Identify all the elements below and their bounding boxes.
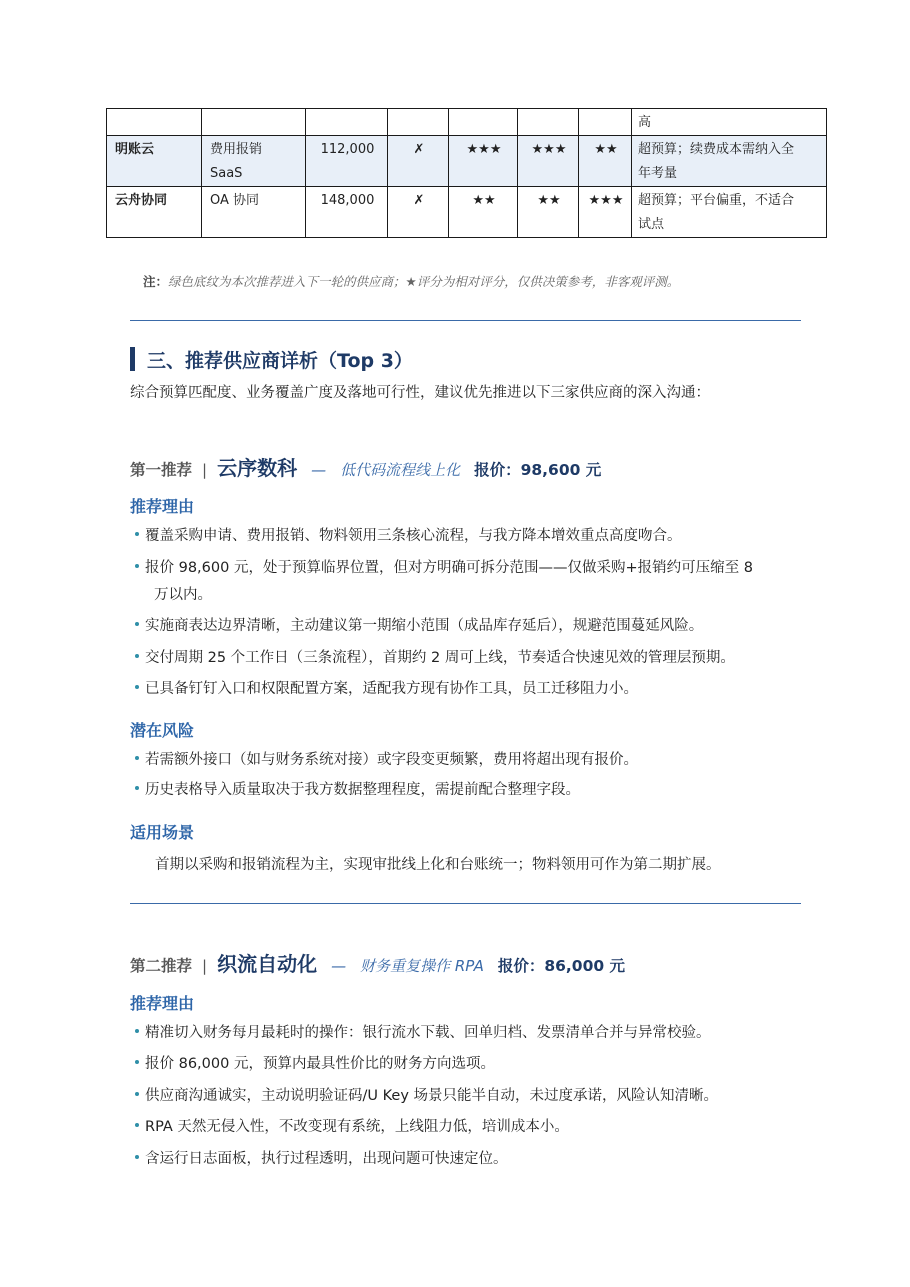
rating-cell: ★★ (518, 187, 579, 238)
dash-separator: — (331, 957, 347, 975)
rating-cell: ★★★ (449, 136, 518, 187)
rating-cell (449, 109, 518, 136)
list-item: 报价 86,000 元，预算内最具性价比的财务方向选项。 (135, 1051, 807, 1078)
scenario-heading: 适用场景 (130, 823, 195, 842)
bullet-icon (135, 622, 139, 626)
separator: | (202, 957, 208, 975)
table-row (107, 136, 827, 187)
price-cell: 148,000 (306, 187, 388, 238)
note-line: 超预算；平台偏重，不适合 (638, 193, 795, 208)
section-title: 三、推荐供应商详析（Top 3） (147, 349, 413, 372)
vendor-cell: 明账云 (107, 136, 202, 187)
reasons-heading: 推荐理由 (130, 497, 195, 516)
list-item: 精准切入财务每月最耗时的操作：银行流水下载、回单归档、发票清单合并与异常校验。 (135, 1020, 807, 1047)
list-item: 报价 98,600 元，处于预算临界位置，但对方明确可拆分范围——仅做采购+报销约可压缩至 8 万以内。 (135, 555, 807, 609)
category-line: OA 协同 (210, 193, 260, 208)
list-item: 供应商沟通诚实，主动说明验证码/U Key 场景只能半自动，未过度承诺，风险认知清晰。 (135, 1083, 807, 1110)
vendor-cell (107, 109, 202, 136)
list-item: RPA 天然无侵入性，不改变现有系统，上线阻力低，培训成本小。 (135, 1114, 807, 1141)
list-item: 交付周期 25 个工作日（三条流程），首期约 2 周可上线，节奏适合快速见效的管理层预期。 (135, 645, 807, 672)
list-item: 已具备钉钉入口和权限配置方案，适配我方现有协作工具，员工迁移阻力小。 (135, 676, 807, 703)
list-item: 历史表格导入质量取决于我方数据整理程度，需提前配合整理字段。 (135, 777, 807, 804)
note-cell (632, 109, 827, 136)
risks-heading: 潜在风险 (130, 721, 195, 740)
note-line: 试点 (638, 217, 665, 232)
note-line: 超预算；续费成本需纳入全 (638, 142, 795, 157)
recommendation-1-header (130, 452, 601, 481)
bullet-icon (135, 1029, 139, 1033)
table-row (107, 187, 827, 238)
separator: | (202, 461, 208, 479)
category-line: SaaS (210, 166, 243, 181)
list-item: 若需额外接口（如与财务系统对接）或字段变更频繁，费用将超出现有报价。 (135, 747, 807, 774)
bullet-icon (135, 1060, 139, 1064)
bullet-icon (135, 532, 139, 536)
bullet-icon (135, 786, 139, 790)
price-cell: 112,000 (306, 136, 388, 187)
table-footnote (143, 272, 679, 290)
rating-cell: ★★ (579, 136, 632, 187)
section-heading (130, 346, 413, 372)
vendor-price: 报价：86,000 元 (497, 957, 626, 975)
bullet-icon (135, 1123, 139, 1127)
bullet-icon (135, 685, 139, 689)
note-line: 年考量 (638, 166, 678, 181)
table-row (107, 109, 827, 136)
vendor-comparison-table (106, 108, 827, 238)
fit-cell: ✗ (388, 136, 449, 187)
category-cell (202, 136, 306, 187)
reasons-heading: 推荐理由 (130, 994, 195, 1013)
footnote-text: 绿色底纹为本次推荐进入下一轮的供应商；★评分为相对评分，仅供决策参考，非客观评测。 (168, 274, 680, 289)
vendor-name: 织流自动化 (217, 952, 318, 976)
footnote-label: 注： (143, 274, 169, 289)
vendor-description: 低代码流程线上化 (340, 461, 461, 479)
category-line: 费用报销 (210, 142, 263, 157)
vendor-price: 报价：98,600 元 (474, 461, 602, 479)
section-divider (130, 320, 801, 321)
list-item: 覆盖采购申请、费用报销、物料领用三条核心流程，与我方降本增效重点高度吻合。 (135, 523, 807, 550)
heading-accent-bar (130, 347, 135, 371)
note-cell (632, 136, 827, 187)
vendor-cell: 云舟协同 (107, 187, 202, 238)
bullet-icon (135, 756, 139, 760)
rating-cell (579, 109, 632, 136)
bullet-icon (135, 654, 139, 658)
vendor-description: 财务重复操作 RPA (360, 957, 484, 975)
rank-label: 第二推荐 (130, 957, 193, 975)
fit-cell (388, 109, 449, 136)
rank-label: 第一推荐 (130, 461, 193, 479)
price-cell (306, 109, 388, 136)
list-item: 实施商表达边界清晰，主动建议第一期缩小范围（成品库存延后），规避范围蔓延风险。 (135, 613, 807, 640)
bullet-icon (135, 1092, 139, 1096)
note-line: 高 (638, 115, 652, 130)
vendor-name: 云序数科 (217, 456, 298, 480)
category-cell (202, 109, 306, 136)
note-cell (632, 187, 827, 238)
rating-cell: ★★★ (518, 136, 579, 187)
dash-separator: — (311, 461, 327, 479)
rating-cell (518, 109, 579, 136)
bullet-icon (135, 1155, 139, 1159)
rating-cell: ★★ (449, 187, 518, 238)
list-item: 含运行日志面板，执行过程透明，出现问题可快速定位。 (135, 1146, 807, 1173)
section-intro: 综合预算匹配度、业务覆盖广度及落地可行性，建议优先推进以下三家供应商的深入沟通： (130, 385, 710, 401)
recommendation-2-header (130, 948, 625, 977)
scenario-text: 首期以采购和报销流程为主，实现审批线上化和台账统一；物料领用可作为第二期扩展。 (155, 857, 721, 873)
bullet-icon (135, 564, 139, 568)
category-cell (202, 187, 306, 238)
fit-cell: ✗ (388, 187, 449, 238)
rating-cell: ★★★ (579, 187, 632, 238)
section-divider (130, 903, 801, 904)
